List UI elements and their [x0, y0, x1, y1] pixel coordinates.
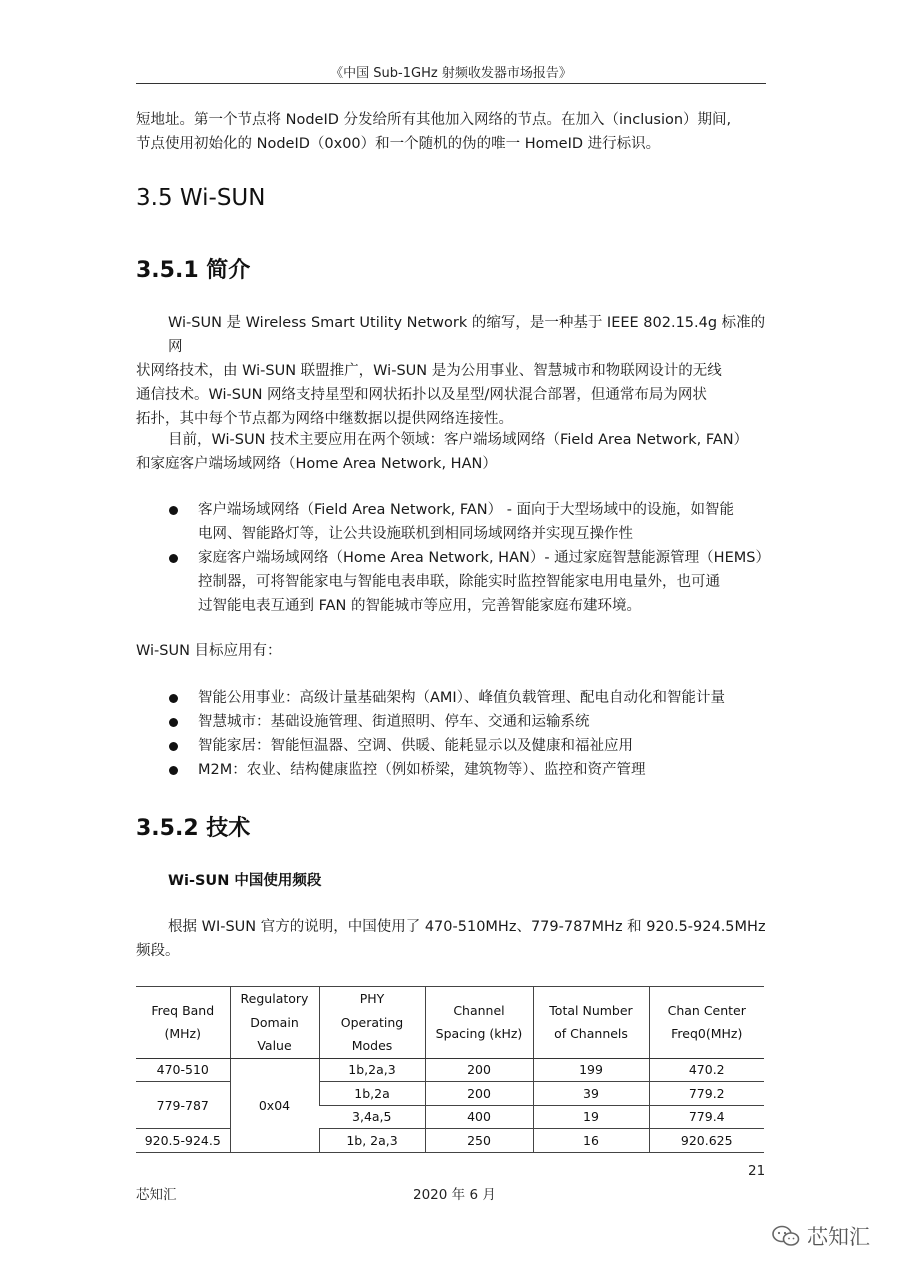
col-header-regulatory-domain: [230, 987, 319, 1059]
cell-freq-band: 470-510: [136, 1058, 230, 1082]
bullet-dot-icon: [169, 718, 178, 727]
bullet-dot-icon: [169, 742, 178, 751]
cell-channel-spacing: 200: [425, 1082, 533, 1106]
cell-phy-modes: 3,4a,5: [319, 1105, 425, 1129]
bullet-text: 智能家居：智能恒温器、空调、供暖、能耗显示以及健康和福祉应用: [198, 738, 633, 754]
cell-domain-value: 0x04: [230, 1058, 319, 1152]
application-bullet-list: [136, 686, 786, 782]
bullet-item-fan: [136, 498, 786, 546]
col-header-total-channels: [533, 987, 649, 1059]
bullet-text: 智能公用事业：高级计量基础架构（AMI）、峰值负载管理、配电自动化和智能计量: [198, 690, 725, 706]
watermark: [771, 1221, 870, 1251]
cell-total-channels: 199: [533, 1058, 649, 1082]
watermark-text: 芯知汇: [807, 1225, 870, 1249]
domain-bullet-list: [136, 498, 786, 618]
bullet-line: 客户端场域网络（Field Area Network, FAN） - 面向于大型场域中的设施，如智能: [198, 502, 735, 518]
header-line: Freq Band: [151, 1002, 215, 1018]
paragraph-line: 根据 WI-SUN 官方的说明，中国使用了 470-510MHz、779-787MHz 和 920.5-924.5MHz: [168, 919, 766, 935]
wechat-icon: [771, 1224, 801, 1248]
bullet-line: 过智能电表互通到 FAN 的智能城市等应用，完善智能家庭布建环境。: [198, 598, 641, 614]
bullet-dot-icon: [169, 554, 178, 563]
paragraph-line: 频段。: [136, 943, 180, 959]
col-header-freq-band: [136, 987, 230, 1059]
intro-line: 节点使用初始化的 NodeID（0x00）和一个随机的伪的唯一 HomeID 进行标识。: [136, 136, 661, 152]
col-header-channel-spacing: [425, 987, 533, 1059]
paragraph-line: 和家庭客户端场域网络（Home Area Network, HAN）: [136, 456, 497, 472]
header-line: Domain: [250, 1014, 299, 1030]
header-line: Channel: [453, 1002, 505, 1018]
bullet-text: M2M：农业、结构健康监控（例如桥梁，建筑物等）、监控和资产管理: [198, 762, 646, 778]
cell-phy-modes: 1b, 2a,3: [319, 1129, 425, 1153]
bullet-item: [136, 734, 786, 758]
bullet-dot-icon: [169, 694, 178, 703]
paragraph-line: 通信技术。Wi-SUN 网络支持星型和网状拓扑以及星型/网状混合部署，但通常布局为网状: [136, 387, 707, 403]
cell-total-channels: 16: [533, 1129, 649, 1153]
frequency-band-table: [136, 986, 764, 1153]
table-header-row: [136, 987, 764, 1059]
header-line: Value: [257, 1038, 292, 1053]
china-bands-subtitle: Wi-SUN 中国使用频段: [168, 873, 322, 889]
running-header: 《中国 Sub-1GHz 射频收发器市场报告》: [330, 66, 572, 81]
header-line: Operating: [340, 1014, 404, 1030]
paragraph-line: Wi-SUN 是 Wireless Smart Utility Network 的缩写，是一种基于 IEEE 802.15.4g 标准的网: [168, 315, 766, 355]
header-line: of Channels: [554, 1026, 628, 1042]
col-header-phy-modes: [319, 987, 425, 1059]
application-domains-paragraph: [136, 428, 776, 476]
bullet-line: 家庭客户端场域网络（Home Area Network, HAN）- 通过家庭智慧能源管理（HEMS）: [198, 550, 770, 566]
header-line: Total Number: [549, 1002, 633, 1018]
section-3-5-1-heading: 3.5.1 简介: [136, 258, 251, 283]
intro-line: 短地址。第一个节点将 NodeID 分发给所有其他加入网络的节点。在加入（inclusion）期间,: [136, 112, 732, 128]
bullet-item: [136, 710, 786, 734]
cell-phy-modes: 1b,2a,3: [319, 1058, 425, 1082]
wisun-definition-paragraph: [136, 311, 776, 431]
header-line: Modes: [351, 1038, 393, 1053]
cell-total-channels: 19: [533, 1105, 649, 1129]
paragraph-line: 状网络技术，由 Wi-SUN 联盟推广，Wi-SUN 是为公用事业、智慧城市和物联网设计的无线: [136, 363, 722, 379]
section-3-5-2-heading: 3.5.2 技术: [136, 816, 251, 841]
cell-freq-band: 920.5-924.5: [136, 1129, 230, 1153]
bullet-item: [136, 758, 786, 782]
bullet-dot-icon: [169, 506, 178, 515]
header-line: Regulatory: [240, 991, 309, 1006]
cell-channel-spacing: 400: [425, 1105, 533, 1129]
header-line: Freq0(MHz): [671, 1026, 743, 1042]
china-bands-paragraph: [136, 915, 776, 963]
target-applications-intro: Wi-SUN 目标应用有：: [136, 643, 282, 659]
bullet-line: 电网、智能路灯等，让公共设施联机到相同场域网络并实现互操作性: [198, 526, 633, 542]
footer-date: 2020 年 6 月: [413, 1187, 496, 1203]
footer-publisher: 芯知汇: [136, 1187, 177, 1203]
bullet-item-han: [136, 546, 786, 618]
header-line: Spacing (kHz): [435, 1026, 523, 1042]
cell-center-freq: 920.625: [649, 1129, 764, 1153]
cell-channel-spacing: 250: [425, 1129, 533, 1153]
header-line: Chan Center: [667, 1002, 746, 1018]
bullet-line: 控制器，可将智能家电与智能电表串联，除能实时监控智能家电用电量外，也可通: [198, 574, 720, 590]
cell-freq-band: 779-787: [136, 1082, 230, 1129]
cell-channel-spacing: 200: [425, 1058, 533, 1082]
header-line: PHY: [359, 991, 385, 1006]
bullet-item: [136, 686, 786, 710]
section-3-5-heading: 3.5 Wi-SUN: [136, 185, 266, 211]
header-line: (MHz): [164, 1026, 201, 1042]
bullet-text: 智慧城市：基础设施管理、街道照明、停车、交通和运输系统: [198, 714, 590, 730]
cell-center-freq: 470.2: [649, 1058, 764, 1082]
header-divider: [136, 83, 766, 84]
cell-phy-modes: 1b,2a: [319, 1082, 425, 1106]
table-row: [136, 1058, 764, 1082]
bullet-dot-icon: [169, 766, 178, 775]
paragraph-line: 拓扑，其中每个节点都为网络中继数据以提供网络连接性。: [136, 411, 513, 427]
cell-total-channels: 39: [533, 1082, 649, 1106]
intro-paragraph: [136, 108, 776, 156]
page-number: 21: [748, 1163, 766, 1179]
col-header-chan-center-freq: [649, 987, 764, 1059]
cell-center-freq: 779.2: [649, 1082, 764, 1106]
paragraph-line: 目前，Wi-SUN 技术主要应用在两个领域：客户端场域网络（Field Area Network, FAN）: [168, 432, 749, 448]
cell-center-freq: 779.4: [649, 1105, 764, 1129]
